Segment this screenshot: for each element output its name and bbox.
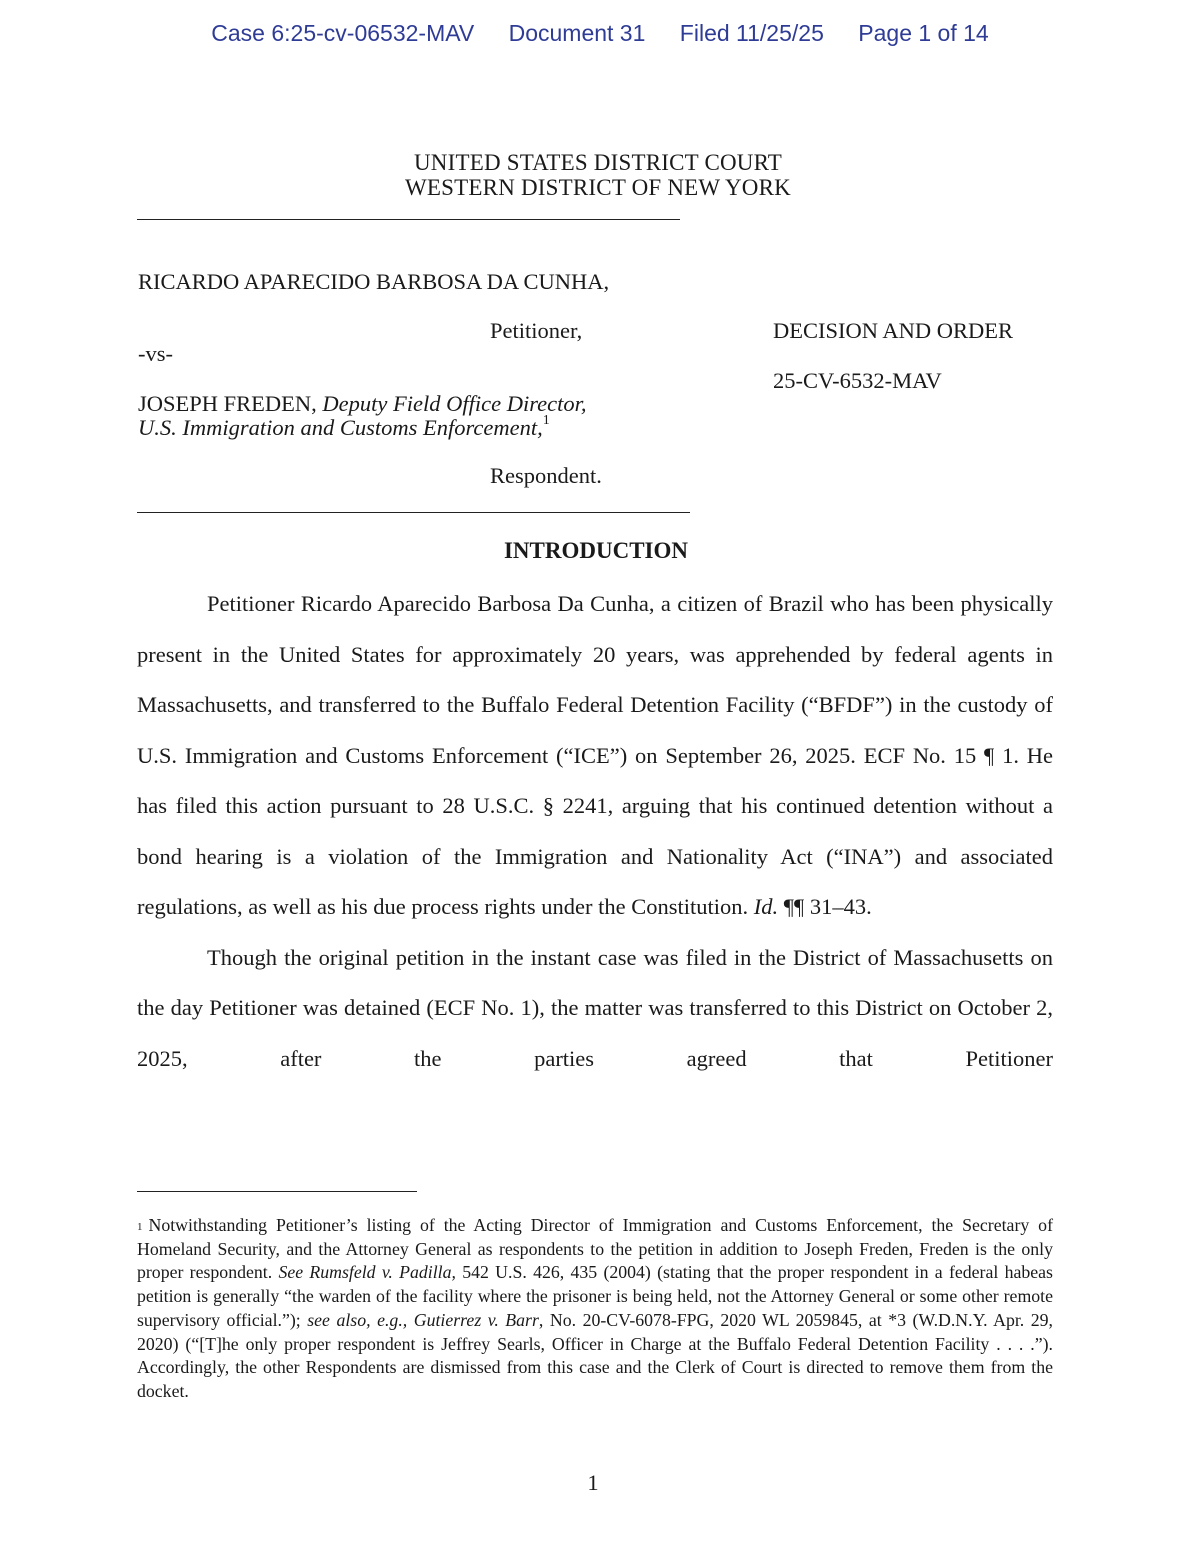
caption-bottom-rule	[137, 512, 690, 513]
respondent-title: Deputy Field Office Director,	[322, 391, 587, 416]
ecf-header	[0, 20, 1200, 47]
page-number: 1	[587, 1470, 599, 1495]
court-name-line1: UNITED STATES DISTRICT COURT	[413, 150, 783, 175]
header-case-number: Case 6:25-cv-06532-MAV	[211, 20, 475, 46]
footnote-text-2: 542 U.S. 426, 435 (2004) (stating that the proper respondent in a federal habeas petition is generally “the warden of the facility where the prisoner is being held, not the Attorney General or some other remote supervisory official.”);	[137, 1262, 1053, 1330]
respondent-agency: U.S. Immigration and Customs Enforcement,	[138, 415, 543, 440]
court-name-line2: WESTERN DISTRICT OF NEW YORK	[405, 175, 791, 200]
petitioner-name: RICARDO APARECIDO BARBOSA DA CUNHA,	[138, 269, 610, 294]
footnote-marker: 1	[542, 413, 550, 428]
document-type: DECISION AND ORDER	[773, 318, 1014, 343]
footnote-text-1: Notwithstanding Petitioner’s listing of the Acting Director of Immigration and Customs Enforcement, the Secretary of Homeland Security, and the Attorney General as respondents to the petition in addition to Joseph Freden, Freden is the only proper respondent.	[137, 1215, 1053, 1283]
header-filed-date: Filed 11/25/25	[679, 20, 824, 46]
case-number: 25-CV-6532-MAV	[773, 368, 942, 393]
paragraph	[137, 579, 1053, 933]
court-name	[0, 150, 1196, 200]
respondent-role: Respondent.	[490, 463, 602, 488]
header-document-number: Document 31	[508, 20, 646, 46]
paragraph: Though the original petition in the instant case was filed in the District of Massachusetts on the day Petitioner was detained (ECF No. 1), the matter was transferred to this District on October 2, 2025, after the parties agreed that Petitioner	[137, 944, 1053, 1071]
petitioner-role: Petitioner,	[490, 318, 583, 343]
footnote-citation-gutierrez: see also, e.g., Gutierrez v. Barr	[307, 1309, 539, 1330]
footnote-number: 1	[137, 1221, 143, 1233]
id-citation: Id.	[753, 894, 779, 919]
section-title: INTRODUCTION	[503, 538, 689, 563]
header-page-count: Page 1 of 14	[858, 20, 989, 46]
footnote-separator	[137, 1191, 417, 1192]
respondent-agency-line	[138, 415, 550, 441]
paragraph-1-pincite: ¶¶ 31–43.	[783, 894, 872, 919]
footnote-citation-rumsfeld: See Rumsfeld v. Padilla,	[278, 1262, 456, 1283]
body-text	[137, 579, 1053, 1084]
caption-top-rule	[137, 219, 680, 220]
versus-label: -vs-	[138, 341, 173, 366]
paragraph-1-text: Petitioner Ricardo Aparecido Barbosa Da Cunha, a citizen of Brazil who has been physically present in the United States for approximately 20 years, was apprehended by federal agents in Massachusetts, and transferred to the Buffalo Federal Detention Facility (“BFDF”) in the custody of U.S. Immigration and Customs Enforcement (“ICE”) on September 26, 2025. ECF No. 15 ¶ 1. He has filed this action pursuant to 28 U.S.C. § 2241, arguing that his continued detention without a bond hearing is a violation of the Immigration and Nationality Act (“INA”) and associated regulations, as well as his due process rights under the Constitution.	[137, 591, 1053, 919]
footnote	[137, 1214, 1053, 1404]
respondent-name-line	[138, 391, 587, 417]
footnote-text-3: , No. 20-CV-6078-FPG, 2020 WL 2059845, at *3 (W.D.N.Y. Apr. 29, 2020) (“[T]he only proper respondent is Jeffrey Searls, Officer in Charge at the Buffalo Federal Detention Facility . . . .”). Accordingly, the other Respondents are dismissed from this case and the Clerk of Court is directed to remove them from the docket.	[137, 1309, 1053, 1401]
respondent-name: JOSEPH FREDEN,	[138, 391, 317, 416]
